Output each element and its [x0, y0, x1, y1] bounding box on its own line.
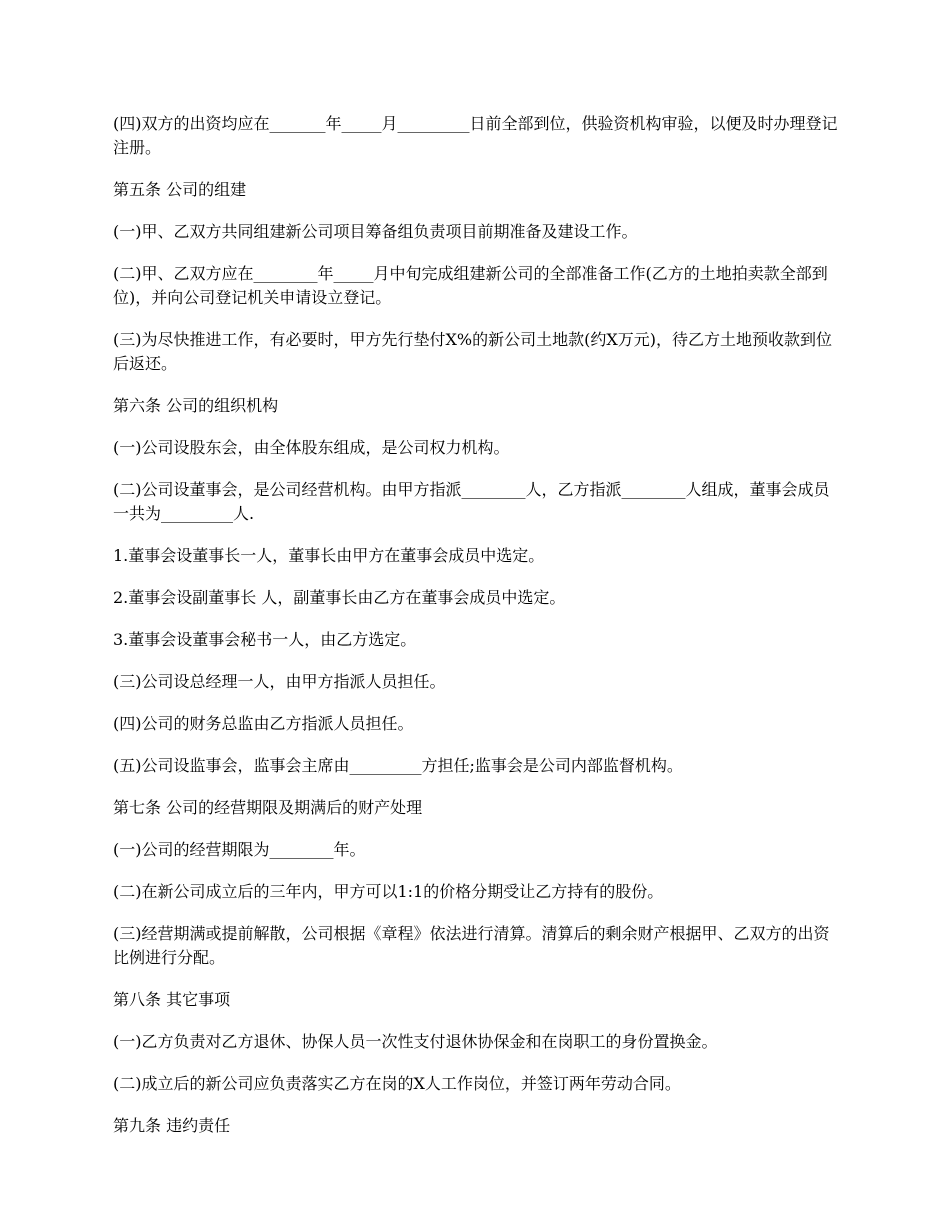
clause-4-4-capital-deadline: (四)双方的出资均应在_______年_____月_________日前全部到位，供验资机构审验，以便及时办理登记注册。: [113, 114, 838, 157]
clause-6-5: (五)公司设监事会，监事会主席由_________方担任;监事会是公司内部监督机构。: [113, 756, 683, 775]
clause-8-2: (二)成立后的新公司应负责落实乙方在岗的X人工作岗位，并签订两年劳动合同。: [113, 1074, 681, 1093]
document-body: [113, 112, 843, 1156]
clause-6-3: (三)公司设总经理一人，由甲方指派人员担任。: [113, 672, 446, 691]
clause-6-2-item-3: 3.董事会设董事会秘书一人，由乙方选定。: [113, 630, 417, 649]
article-7-heading: 第七条 公司的经营期限及期满后的财产处理: [113, 798, 423, 817]
clause-5-1: (一)甲、乙双方共同组建新公司项目筹备组负责项目前期准备及建设工作。: [113, 222, 638, 241]
clause-7-1: (一)公司的经营期限为________年。: [113, 840, 366, 859]
clause-6-2: (二)公司设董事会，是公司经营机构。由甲方指派________人，乙方指派________人组成，董事会成员一共为_________人.: [113, 480, 830, 523]
clause-6-1: (一)公司设股东会，由全体股东组成，是公司权力机构。: [113, 438, 510, 457]
article-8-heading: 第八条 其它事项: [113, 990, 231, 1009]
clause-7-3: (三)经营期满或提前解散，公司根据《章程》依法进行清算。清算后的剩余财产根据甲、乙双方的出资比例进行分配。: [113, 924, 830, 967]
clause-7-2: (二)在新公司成立后的三年内，甲方可以1:1的价格分期受让乙方持有的股份。: [113, 882, 664, 901]
clause-6-2-item-2: 2.董事会设副董事长 人，副董事长由乙方在董事会成员中选定。: [113, 588, 566, 607]
clause-5-3: (三)为尽快推进工作，有必要时，甲方先行垫付X%的新公司土地款(约X万元)，待乙方土地预收款到位后返还。: [113, 330, 832, 373]
clause-8-1: (一)乙方负责对乙方退休、协保人员一次性支付退休协保金和在岗职工的身份置换金。: [113, 1032, 718, 1051]
article-5-heading: 第五条 公司的组建: [113, 180, 247, 199]
article-9-heading: 第九条 违约责任: [113, 1116, 231, 1135]
clause-6-2-item-1: 1.董事会设董事长一人，董事长由甲方在董事会成员中选定。: [113, 546, 545, 565]
clause-6-4: (四)公司的财务总监由乙方指派人员担任。: [113, 714, 414, 733]
clause-5-2: (二)甲、乙双方应在________年_____月中旬完成组建新公司的全部准备工作(乙方的土地拍卖款全部到位)，并向公司登记机关申请设立登记。: [113, 264, 828, 307]
article-6-heading: 第六条 公司的组织机构: [113, 396, 279, 415]
